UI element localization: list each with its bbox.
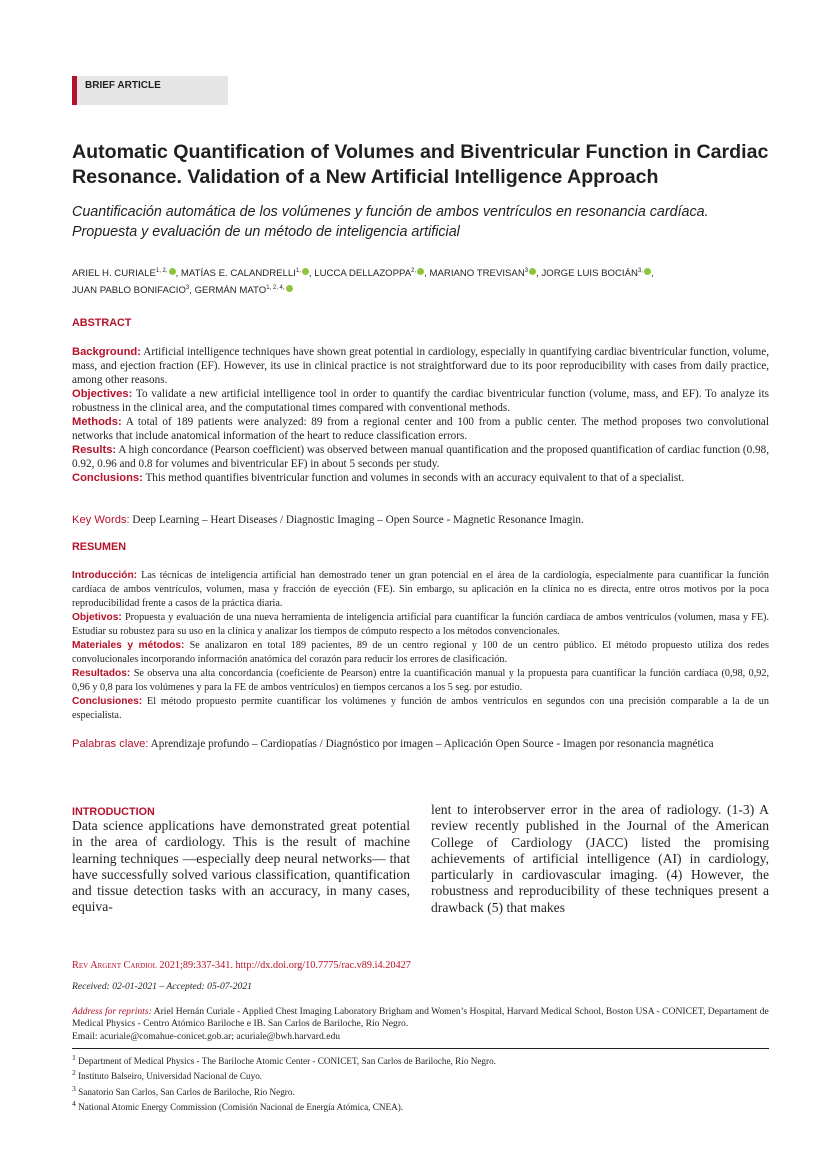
orcid-icon[interactable]: [417, 268, 424, 275]
orcid-icon[interactable]: [286, 285, 293, 292]
contact-email[interactable]: Email: acuriale@comahue-conicet.gob.ar; acuriale@bwh.harvard.edu: [72, 1030, 341, 1042]
resumen-objetivos: Objetivos: Propuesta y evaluación de una nueva herramienta de inteligencia artificial para cuantificar la función cardíaca de ambos ventrículos (volumen, masa y FE). Estudiar su robustez para su uso en la clínica y analizar los tiempos de cómputo respecto a los métodos convencionales.: [72, 612, 769, 637]
orcid-icon[interactable]: [169, 268, 176, 275]
author-name: JORGE LUIS BOCIÁN: [541, 268, 638, 280]
author-affiliation: 1, 2,: [155, 268, 168, 274]
orcid-icon[interactable]: [644, 268, 651, 275]
footnote: $^1$ Department of Medical Physics - The Bariloche Atomic Center - CONICET, San Carlos de Bariloche, Río Negro.: [72, 1053, 496, 1067]
orcid-icon[interactable]: [302, 268, 309, 275]
introduction-heading: INTRODUCTION: [72, 806, 155, 818]
resumen-keywords: Palabras clave: Aprendizaje profundo – Cardiopatías / Diagnóstico por imagen – Aplicación Open Source - Imagen por resonancia magnética: [72, 738, 714, 750]
resumen-heading: RESUMEN: [72, 541, 126, 553]
affiliation-footnotes: [72, 1052, 769, 1114]
article-title: Automatic Quantification of Volumes and Biventricular Function in Cardiac Resonance. Validation of a New Artificial Intelligence Approach: [72, 141, 769, 188]
resumen-introduccion: Introducción: Las técnicas de inteligencia artificial han demostrado tener un gran potencial en el área de la cardiología, especialmente para cuantificar la función cardíaca de ambos ventrículos, volumen, masa y fracción de eyección (FE). Sin embargo, su aplicación en la clínica no es directa, entre otros motivos por la poca reproducibilidad frente a casos de la práctica diaria.: [72, 570, 769, 609]
introduction-right-column: lent to interobserver error in the area of radiology. (1-3) A review recently published in the Journal of the American College of Cardiology (JACC) listed the promising achievements of artificial intelligence (AI) in cardiology, particularly in cardiovascular imaging. (4) However, the robustness and reproducibility of these techniques present a drawback (5) that makes: [431, 802, 769, 915]
reprint-address: Address for reprints: Ariel Hernán Curiale - Applied Chest Imaging Laboratory Brigham and Women’s Hospital, Harvard Medical School, Boston USA - CONICET, Departament de Medical Physics - Centro Atómico Bariloche e IB. San Carlos de Bariloche, Río Negro. Email: acuriale@comahue-conicet.gob.ar; acuriale@bwh.harvard.edu: [72, 1006, 769, 1042]
article-dates: Received: 02-01-2021 – Accepted: 05-07-2021: [72, 981, 252, 992]
footnote: $^2$ Instituto Balseiro, Universidad Nacional de Cuyo.: [72, 1068, 263, 1082]
resumen-body: [72, 569, 769, 723]
abstract-conclusions: Conclusions: This method quantifies biventricular function and volumes in seconds with an accuracy equivalent to that of a specialist.: [72, 472, 685, 484]
footnote-divider: [72, 1048, 769, 1049]
footnote: $^3$ Sanatorio San Carlos, San Carlos de Bariloche, Río Negro.: [72, 1083, 295, 1097]
author-affiliation: 3: [524, 268, 529, 274]
author-name: MATÍAS E. CALANDRELLI: [180, 268, 296, 280]
introduction-left-column: Data science applications have demonstrated great potential in the area of cardiology. This is the result of machine learning techniques —especially deep neural networks— that have successfully solved various classification, quantification and tissue detection tasks with an accuracy, in many cases, equiva-: [72, 818, 410, 915]
author-name: JUAN PABLO BONIFACIO: [72, 285, 186, 297]
author-affiliation: 3,: [637, 268, 643, 274]
doi-link[interactable]: 2021;89:337-341. http://dx.doi.org/10.7775/rac.v89.i4.20427: [156, 960, 411, 971]
abstract-background: Background: Artificial intelligence techniques have shown great potential in cardiology, especially in quantifying cardiac biventricular function, volume, mass, and ejection fraction (EF). However, its use in clinical practice is not straightforward due to its poor reproducibility with cases from daily practice, among other reasons.: [72, 346, 769, 386]
resumen-resultados: Resultados: Se observa una alta concordancia (coeficiente de Pearson) entre la cuantificación manual y la propuesta para cuantificar la función cardíaca (0,98, 0,92, 0,96 y 0,8 para los volúmenes y para la FE de ambos ventrículos) en tiempos cercanos a los 5 seg. por estudio.: [72, 668, 769, 693]
author-affiliation: 1, 2, 4,: [266, 285, 285, 292]
orcid-icon[interactable]: [529, 268, 536, 275]
abstract-keywords: Key Words: Deep Learning – Heart Diseases / Diagnostic Imaging – Open Source - Magnetic Resonance Imagin.: [72, 514, 584, 526]
author-name: MARIANO TREVISAN: [429, 268, 525, 280]
journal-citation: [72, 960, 411, 971]
abstract-body: [72, 345, 769, 485]
footnote: $^4$ National Atomic Energy Commission (Comisión Nacional de Energía Atómica, CNEA).: [72, 1099, 404, 1113]
abstract-objectives: Objectives: To validate a new artificial intelligence tool in order to quantify the cardiac biventricular function (volume, mass, and EF). To analyze its robustness in the clinical area, and the computational times compared with conventional methods.: [72, 388, 769, 414]
author-affiliation: 3: [185, 285, 190, 292]
author-name: LUCCA DELLAZOPPA: [314, 268, 412, 280]
abstract-heading: ABSTRACT: [72, 317, 132, 329]
author-name: ARIEL H. CURIALE: [72, 268, 156, 280]
journal-name: Rev Argent Cardiol: [72, 960, 157, 971]
resumen-materiales: Materiales y métodos: Se analizaron en total 189 pacientes, 89 de un centro regional y 100 de un centro público. El método propuesto utiliza dos redes convolucionales incorporando información anatómica del corazón para reducir los errores de clasificación.: [72, 640, 769, 665]
author-affiliation: 1,: [295, 268, 301, 274]
article-subtitle: Cuantificación automática de los volúmenes y función de ambos ventrículos en resonancia cardíaca. Propuesta y evaluación de un método de inteligencia artificial: [72, 204, 709, 240]
article-type-accent-bar: [72, 76, 77, 105]
author-list: ARIEL H. $CURIALE^{1, 2,}$ , MATÍAS E. $CALANDRELLI^{1,}$ , LUCCA $DELLAZOPPA^{2,}$ , MARIANO TREVISAN$^3$ , JORGE LUIS $BOCIÁN^{3,}$ , JUAN PABLO BONIFACIO$^3$, GERMÁN $MATO^{1, 2, 4,}$: [72, 268, 654, 297]
abstract-methods: Methods: A total of 189 patients were analyzed: 89 from a regional center and 100 from a public center. The method proposes two convolutional networks that include anatomical information of the heart to reduce classification errors.: [72, 416, 769, 442]
resumen-conclusiones: Conclusiones: El método propuesto permite cuantificar los volúmenes y función de ambos ventrículos en segundos con una precisión comparable a la de un especialista.: [72, 696, 769, 721]
abstract-results: Results: A high concordance (Pearson coefficient) was observed between manual quantification and the proposed quantification of cardiac function (0.98, 0.92, 0.96 and 0.8 for volumes and biventricular EF) in about 5 seconds per study.: [72, 444, 769, 470]
author-affiliation: 2,: [411, 268, 417, 274]
article-type-label: BRIEF ARTICLE: [85, 80, 161, 91]
author-name: GERMÁN MATO: [194, 285, 267, 297]
